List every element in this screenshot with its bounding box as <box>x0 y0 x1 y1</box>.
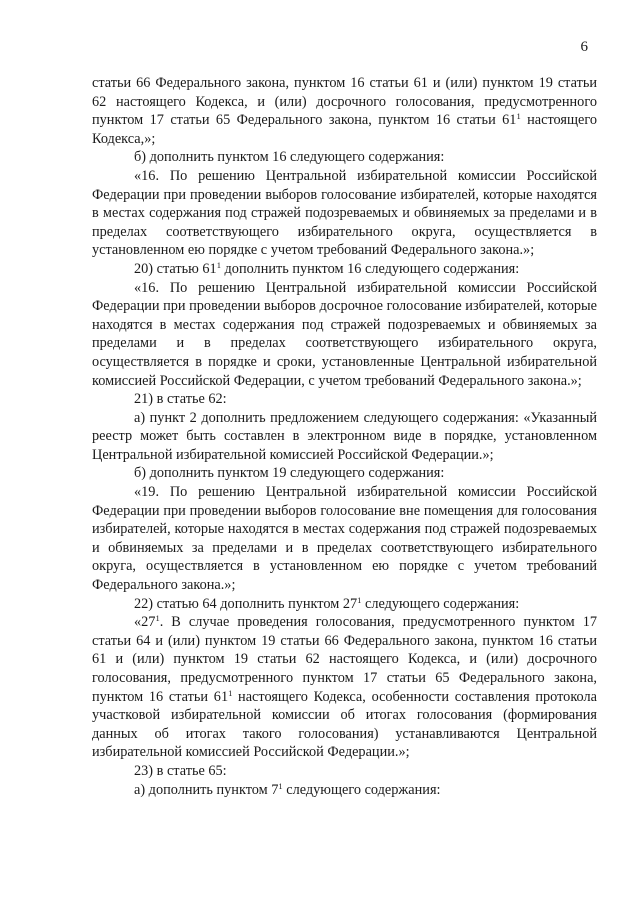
paragraph-text: а) пункт 2 дополнить предложением следующего содержания: «Указанный реестр может быть составлен в электронном виде в порядке, установленном Центральной избирательной комиссией Российской Федерации.»; <box>92 409 597 463</box>
paragraph-text: следующего содержания: <box>282 781 441 798</box>
paragraph <box>92 74 597 148</box>
paragraph-text: 20) статью 61 <box>134 260 217 277</box>
paragraph <box>92 390 597 409</box>
page-number: 6 <box>580 39 588 55</box>
paragraph <box>92 464 597 483</box>
paragraph-text: б) дополнить пунктом 19 следующего содержания: <box>134 465 445 482</box>
superscript: 1 <box>155 613 160 624</box>
paragraph <box>92 781 597 800</box>
superscript: 1 <box>516 111 521 122</box>
paragraph-text: «16. По решению Центральной избирательной комиссии Российской Федерации при проведении выборов голосование избирателей, которые находятся в местах содержания под стражей подозреваемых и обвиняемых за пределами и в пределах соответствующего избирательного округа, осуществляется в установленном ею порядке с учетом требований Федерального закона.»; <box>92 167 597 259</box>
paragraph <box>92 595 597 614</box>
paragraph-text: б) дополнить пунктом 16 следующего содержания: <box>134 149 445 166</box>
superscript: 1 <box>278 780 283 791</box>
paragraph-text: 22) статью 64 дополнить пунктом 27 <box>134 595 358 612</box>
superscript: 1 <box>228 687 233 698</box>
paragraph <box>92 613 597 762</box>
paragraph <box>92 148 597 167</box>
paragraph-text: 23) в статье 65: <box>134 762 227 779</box>
paragraph-text: следующего содержания: <box>361 595 520 612</box>
paragraph-text: настоящего Кодекса,»; <box>92 112 597 147</box>
paragraph-text: 21) в статье 62: <box>134 391 227 408</box>
paragraph-text: «19. По решению Центральной избирательной комиссии Российской Федерации при проведении выборов голосование вне помещения для голосования избирателей, которые находятся в местах содержания под стражей подозреваемых и обвиняемых за пределами и в пределах соответствующего избирательного округа, осуществляется в установленном ею порядке с учетом требований Федерального закона.»; <box>92 484 597 594</box>
paragraph-text: статьи 66 Федерального закона, пунктом 16 статьи 61 и (или) пунктом 19 статьи 62 настоящего Кодекса, и (или) досрочного голосования, предусмотренного пунктом 17 статьи 65 Федерального закона, пунктом 16 статьи 61 <box>92 75 597 129</box>
paragraph <box>92 409 597 465</box>
paragraph-text: «27 <box>134 614 156 631</box>
paragraph-text: «16. По решению Центральной избирательной комиссии Российской Федерации при проведении выборов досрочное голосование избирателей, которые находятся в местах содержания под стражей подозреваемых и обвиняемых за пределами и в пределах соответствующего избирательного округа, осуществляется в порядке и сроки, установленные Центральной избирательной комиссией Российской Федерации, с учетом требований Федерального закона.»; <box>92 279 598 389</box>
superscript: 1 <box>216 259 221 270</box>
superscript: 1 <box>357 594 362 605</box>
document-body <box>92 74 597 799</box>
paragraph-text: дополнить пунктом 16 следующего содержания: <box>220 260 520 277</box>
paragraph <box>92 483 597 595</box>
paragraph-text: настоящего Кодекса, особенности составления протокола участковой избирательной комиссии об итогах голосования (формирования данных об итогах такого голосования) устанавливаются Центральной избирательной комиссией Российской Федерации.»; <box>92 688 597 761</box>
paragraph-text: . В случае проведения голосования, предусмотренного пунктом 17 статьи 64 и (или) пунктом 19 статьи 66 Федерального закона, пунктом 16 статьи 61 и (или) пунктом 19 статьи 62 настоящего Кодекса, и (или) досрочного голосования, предусмотренного пунктом 17 статьи 65 Федерального закона, пунктом 16 статьи 61 <box>92 614 597 705</box>
paragraph <box>92 762 597 781</box>
paragraph <box>92 260 597 279</box>
paragraph <box>92 167 597 260</box>
paragraph <box>92 279 597 391</box>
paragraph-text: а) дополнить пунктом 7 <box>134 781 279 798</box>
